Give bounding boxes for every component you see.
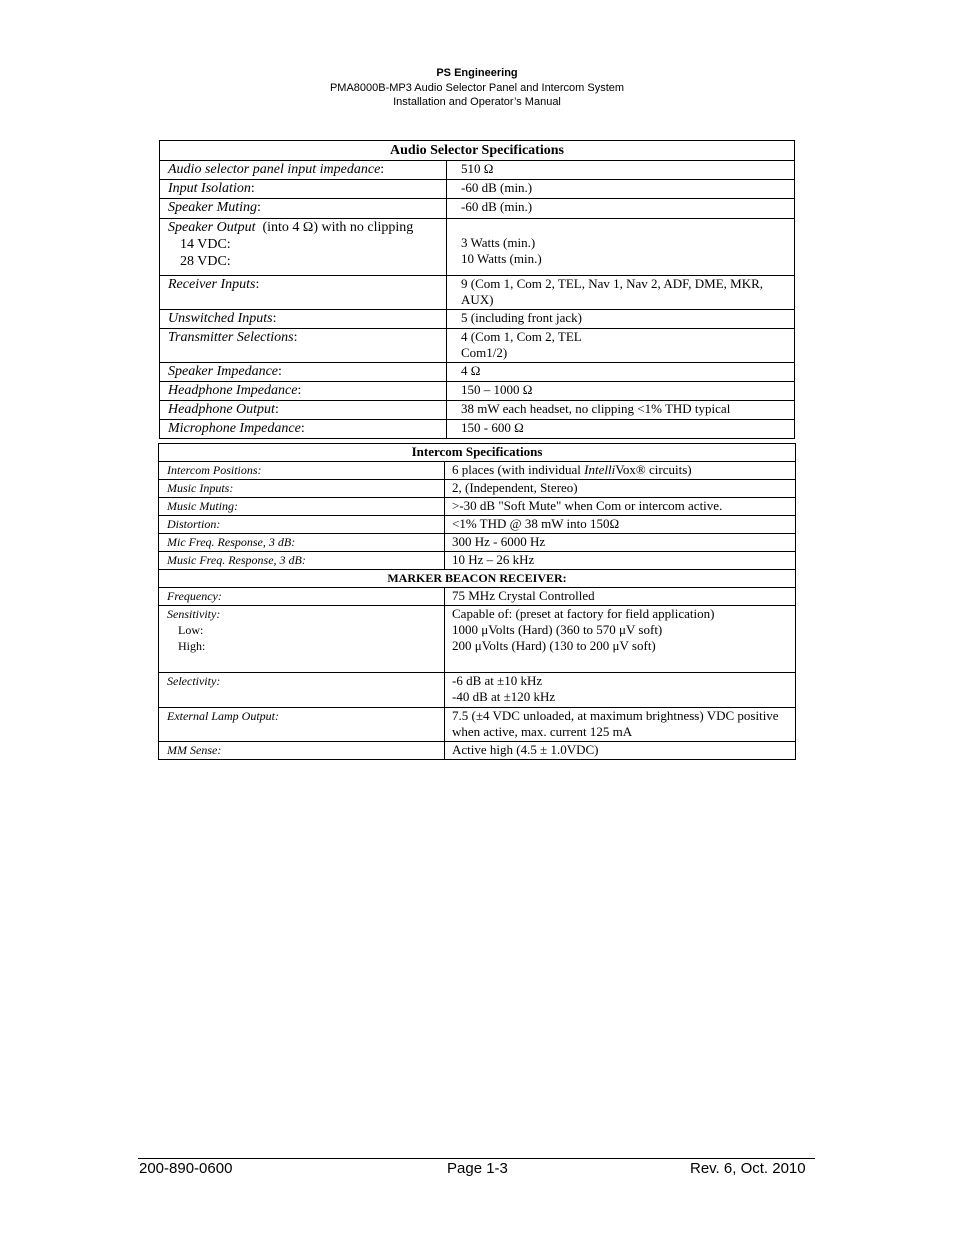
footer-page-number: Page 1-3 (447, 1160, 508, 1177)
spec-label: Music Muting (167, 499, 234, 513)
table-row: External Lamp Output: 7.5 (±4 VDC unloaded, at maximum brightness) VDC positive when active, max. current 125 mA (159, 708, 796, 742)
spec-label: Music Inputs (167, 481, 230, 495)
spec-label: Transmitter Selections (168, 330, 294, 345)
table-row: Receiver Inputs: 9 (Com 1, Com 2, TEL, Nav 1, Nav 2, ADF, DME, MKR, AUX) (160, 276, 795, 310)
table-row: Music Muting: >-30 dB "Soft Mute" when Com or intercom active. (159, 498, 796, 516)
spec-label-suffix: (into 4 Ω) with no clipping (262, 220, 414, 235)
table-row: Selectivity: -6 dB at ±10 kHz -40 dB at ±120 kHz (159, 673, 796, 708)
table-row: Music Inputs: 2, (Independent, Stereo) (159, 480, 796, 498)
spec-value: 200 μVolts (Hard) (130 to 200 μV soft) (452, 638, 656, 653)
spec-label: Speaker Muting (168, 200, 258, 215)
intercom-spec-table (158, 443, 796, 760)
table-row: Audio selector panel input impedance: 510 Ω (160, 161, 795, 180)
spec-value: 7.5 (±4 VDC unloaded, at maximum brightness) VDC positive when active, max. current 125 mA (445, 708, 796, 742)
manual-name: Installation and Operator’s Manual (393, 96, 561, 108)
spec-label: Unswitched Inputs (168, 311, 273, 326)
spec-value-em: Intelli (584, 462, 616, 477)
spec-value: >-30 dB "Soft Mute" when Com or intercom active. (445, 498, 796, 516)
spec-sub-label: Low: (178, 623, 204, 637)
spec-value: 150 – 1000 Ω (447, 382, 795, 401)
spec-label: MM Sense (167, 743, 218, 757)
table-row: Intercom Positions: 6 places (with individual IntelliVox® circuits) (159, 462, 796, 480)
spec-label: Intercom Positions (167, 463, 258, 477)
spec-value: -40 dB at ±120 kHz (452, 689, 556, 704)
table-row: Transmitter Selections: 4 (Com 1, Com 2, TEL Com1/2) (160, 329, 795, 363)
table-row: Speaker Muting: -60 dB (min.) (160, 199, 795, 219)
table-title: Intercom Specifications (159, 444, 796, 462)
spec-label: Headphone Output (168, 402, 275, 417)
spec-value: -6 dB at ±10 kHz (452, 673, 543, 688)
spec-value: 10 Hz – 26 kHz (445, 552, 796, 570)
spec-value: 38 mW each headset, no clipping <1% THD typical (447, 401, 795, 420)
spec-value: 4 (Com 1, Com 2, TEL (461, 329, 582, 344)
spec-value: 2, (Independent, Stereo) (445, 480, 796, 498)
table-row: Mic Freq. Response, 3 dB: 300 Hz - 6000 Hz (159, 534, 796, 552)
spec-value: 3 Watts (min.) (461, 235, 536, 250)
spec-label: Mic Freq. Response, 3 dB (167, 535, 292, 549)
spec-sub-label: 28 VDC: (180, 254, 231, 269)
spec-value: 300 Hz - 6000 Hz (445, 534, 796, 552)
table-row: Speaker Impedance: 4 Ω (160, 363, 795, 382)
spec-value: Vox® circuits) (615, 462, 692, 477)
spec-value: Active high (4.5 ± 1.0VDC) (445, 742, 796, 760)
spec-label: Receiver Inputs (168, 277, 256, 292)
footer-phone: 200-890-0600 (139, 1160, 233, 1177)
spec-value: <1% THD @ 38 mW into 150Ω (445, 516, 796, 534)
spec-label: Microphone Impedance (168, 421, 301, 436)
table-row: Input Isolation: -60 dB (min.) (160, 180, 795, 199)
table-row: Frequency: 75 MHz Crystal Controlled (159, 588, 796, 606)
spec-value: 9 (Com 1, Com 2, TEL, Nav 1, Nav 2, ADF, DME, MKR, AUX) (447, 276, 795, 310)
table-row: Sensitivity: Low: High: Capable of: (preset at factory for field application) 1000 μVolts (Hard) (360 to 570 μV soft) 200 μVolts (Hard) (130 to 200 μV soft) (159, 606, 796, 673)
spec-label: Headphone Impedance (168, 383, 298, 398)
spec-label: External Lamp Output (167, 709, 275, 723)
spec-value: 10 Watts (min.) (461, 251, 542, 266)
product-name: PMA8000B-MP3 Audio Selector Panel and Intercom System (329, 82, 625, 94)
spec-value: 510 Ω (447, 161, 795, 180)
spec-sub-label: High: (178, 639, 206, 653)
spec-value: 150 - 600 Ω (447, 420, 795, 439)
spec-value: -60 dB (min.) (447, 180, 795, 199)
table-row: Headphone Output: 38 mW each headset, no clipping <1% THD typical (160, 401, 795, 420)
footer-revision: Rev. 6, Oct. 2010 (690, 1160, 806, 1177)
table-title: Audio Selector Specifications (160, 141, 795, 161)
company-name: PS Engineering (436, 67, 518, 79)
spec-label: Music Freq. Response, 3 dB (167, 553, 302, 567)
audio-selector-spec-table (159, 140, 795, 439)
spec-label: Speaker Impedance (168, 364, 279, 379)
spec-label: Sensitivity (167, 607, 217, 621)
spec-value: -60 dB (min.) (447, 199, 795, 219)
footer-rule (138, 1158, 815, 1159)
spec-value: 6 places (with individual (452, 462, 585, 477)
spec-value: 5 (including front jack) (447, 310, 795, 329)
table-row: MM Sense: Active high (4.5 ± 1.0VDC) (159, 742, 796, 760)
table-row: Music Freq. Response, 3 dB: 10 Hz – 26 kHz (159, 552, 796, 570)
spec-value: Capable of: (preset at factory for field application) (452, 606, 715, 621)
table-row: Headphone Impedance: 150 – 1000 Ω (160, 382, 795, 401)
spec-value: 1000 μVolts (Hard) (360 to 570 μV soft) (452, 622, 663, 637)
spec-label: Speaker Output (168, 220, 256, 235)
spec-label: Input Isolation (168, 181, 251, 196)
table-row: Microphone Impedance: 150 - 600 Ω (160, 420, 795, 439)
spec-sub-label: 14 VDC: (180, 237, 231, 252)
spec-label: Selectivity (167, 674, 217, 688)
spec-value: 4 Ω (447, 363, 795, 382)
table-row (160, 219, 795, 276)
spec-value: 75 MHz Crystal Controlled (445, 588, 796, 606)
table-row: Distortion: <1% THD @ 38 mW into 150Ω (159, 516, 796, 534)
spec-value: Com1/2) (461, 345, 508, 360)
spec-label: Frequency (167, 589, 218, 603)
spec-label: Distortion (167, 517, 217, 531)
table-row: Unswitched Inputs: 5 (including front jack) (160, 310, 795, 329)
spec-label: Audio selector panel input impedance (168, 162, 381, 177)
section-title: MARKER BEACON RECEIVER: (159, 570, 796, 588)
